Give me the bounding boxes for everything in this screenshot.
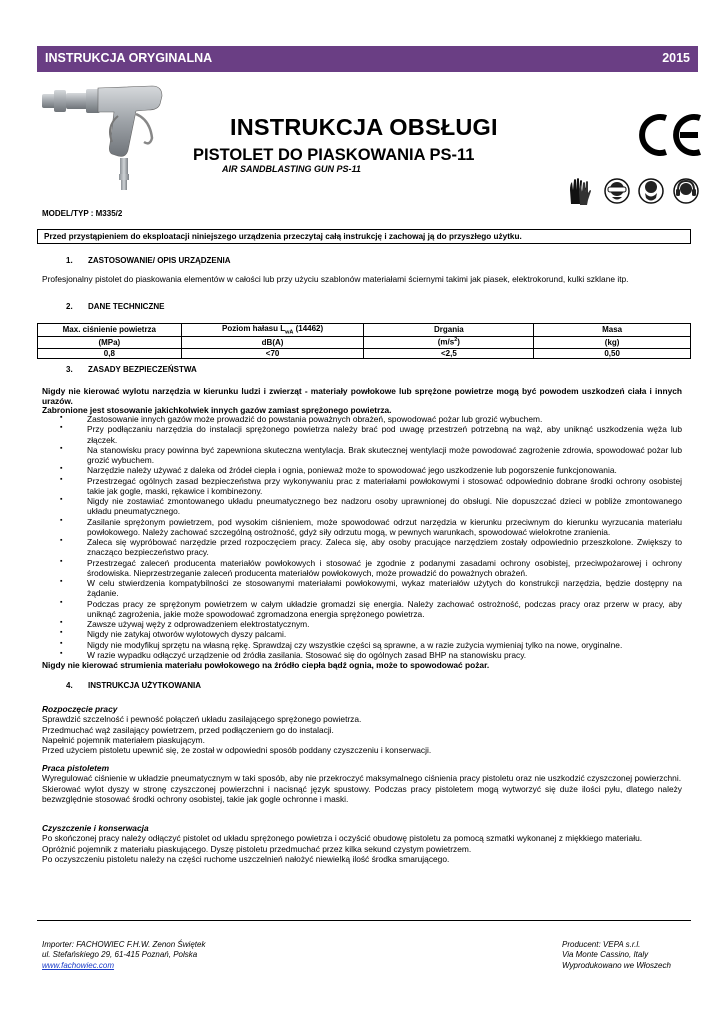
importer-name: Importer: FACHOWIEC F.H.W. Zenon Świętek	[42, 940, 206, 949]
value-vibration: <2,5	[364, 348, 534, 359]
read-manual-warning: Przed przystąpieniem do eksploatacji niniejszego urządzenia przeczytaj całą instrukcję i zachowaj ją do przyszłego użytku.	[37, 229, 691, 244]
unit-vibration-close: )	[457, 337, 460, 347]
section-3-heading	[66, 365, 197, 375]
producer-info	[562, 940, 671, 971]
section-1-heading	[66, 256, 231, 266]
start-work-line: Napełnić pojemnik materiałem piaskującym.	[42, 734, 205, 745]
goggles-icon	[604, 176, 630, 206]
cleaning-title: Czyszczenie i konserwacja	[42, 823, 149, 833]
unit-pressure: (MPa)	[38, 337, 182, 348]
model-type: MODEL/TYP : M335/2	[42, 209, 123, 218]
list-item: ▪ Podczas pracy ze sprężonym powietrzem w całym układzie gromadzi się energia. Należy zachować ostrożność, podczas pracy oraz przerw w pracy, aby uniknąć zagrożenia, jakie może spowodować zgromadzona energia sprężonego powietrza.	[42, 599, 682, 620]
unit-mass: (kg)	[534, 337, 691, 348]
value-pressure: 0,8	[38, 348, 182, 359]
sandblasting-gun-image	[40, 80, 168, 198]
document-title: INSTRUKCJA OBSŁUGI	[230, 114, 498, 140]
unit-vibration	[364, 337, 534, 348]
list-item: ▪ W razie wypadku odłączyć urządzenie od źródła zasilania. Stosować się do ogólnych zasad BHP na stanowisku pracy.	[42, 650, 682, 660]
product-title: PISTOLET DO PIASKOWANIA PS-11	[193, 146, 475, 164]
cleaning-line: Opróżnić pojemnik z materiału piaskującego. Dyszę pistoletu przedmuchać przez kilka sekund czystym powietrzem.	[42, 843, 472, 854]
list-item: ▪ Zasilanie sprężonym powietrzem, pod wysokim ciśnieniem, może spowodować odrzut narzędzia w kierunku przeciwnym do kierunku wyrzucania materiału powłokowego. Należy zachować szczególną ostrożność, gdyż siły odrzutu mogą, w pewnych warunkach, spowodować wielokrotne zranienia.	[42, 517, 682, 538]
header-vibration: Drgania	[364, 324, 534, 337]
safety-rules-list	[42, 414, 682, 660]
section-2-heading	[66, 302, 164, 312]
unit-noise: dB(A)	[181, 337, 364, 348]
list-item: ▪ Narzędzie należy używać z daleka od źródeł ciepła i ognia, ponieważ może to spowodować jego uszkodzenie lub pogorszenie funkcjonowania.	[42, 465, 682, 475]
section-1-text: Profesjonalny pistolet do piaskowania elementów w całości lub przy użyciu szablonów materiałami ściernymi takimi jak piasek, elektrokorund, kulki szklane itp.	[42, 274, 629, 284]
ear-protection-icon	[673, 176, 699, 206]
cleaning-line: Po skończonej pracy należy odłączyć pistolet od układu sprężonego powietrza i oczyścić obudowę pistoletu za pomocą szmatki wykonanej z miękkiego materiału.	[42, 833, 643, 844]
producer-address: Via Monte Cassino, Italy	[562, 950, 649, 960]
list-item: ▪ Zastosowanie innych gazów może prowadzić do powstania poważnych obrażeń, spowodować pożar lub grozić wybuchem.	[42, 414, 682, 424]
section-1-title: ZASTOSOWANIE/ OPIS URZĄDZENIA	[88, 256, 231, 265]
technical-data-table	[37, 323, 691, 359]
gun-operation-title: Praca pistoletem	[42, 763, 110, 773]
unit-vibration-exp: 2	[454, 337, 458, 344]
start-work-block	[42, 704, 682, 755]
header-noise-main: Poziom hałasu L	[221, 324, 286, 333]
start-work-title: Rozpoczęcie pracy	[42, 704, 118, 714]
list-item: ▪ Nigdy nie zatykaj otworów wylotowych dyszy palcami.	[42, 629, 682, 639]
section-4-title: INSTRUKCJA UŻYTKOWANIA	[88, 681, 202, 690]
gun-operation-block	[42, 763, 682, 804]
importer-website-link[interactable]: www.fachowiec.com	[42, 960, 115, 970]
list-item: ▪ Przestrzegać zaleceń producenta materiałów powłokowych i stosować je zgodnie z podanymi zasadami ochrony osobistej, przeciwpożarowej i ochrony środowiska. Nieprzestrzeganie zaleceń producenta materiałów powłokowych, może prowadzić do poważnych obrażeń.	[42, 558, 682, 579]
table-header-row	[38, 324, 691, 337]
respirator-icon	[638, 176, 664, 206]
section-3-number: 3.	[66, 365, 73, 374]
section-4-heading	[66, 681, 201, 691]
cleaning-block	[42, 823, 682, 864]
start-work-line: Sprawdzić szczelność i pewność połączeń układu zasilającego sprężonego powietrza.	[42, 714, 362, 725]
header-year: 2015	[662, 51, 690, 66]
list-item: ▪ Zaleca się wypróbować narzędzie przed rozpoczęciem pracy. Zaleca się, aby osoby pracujące narzędziem zostały odpowiednio przeszkolone. Zwiększy to znacząco bezpieczeństwo pracy.	[42, 537, 682, 558]
cleaning-line: Po oczyszczeniu pistoletu należy na części ruchome uszczelnień nałożyć niewielką ilość środka smarującego.	[42, 853, 450, 864]
importer-address: ul. Stefańskiego 29, 61-415 Poznań, Polska	[42, 950, 198, 960]
table-units-row	[38, 337, 691, 348]
header-noise-level	[181, 324, 364, 337]
header-noise-std: (14462)	[293, 324, 324, 333]
list-item: ▪ Przestrzegać ogólnych zasad bezpieczeństwa przy wykonywaniu prac z materiałami powłokowymi i stosować odpowiednio dobrane środki ochrony osobistej takie jak gogle, maski, rękawice i kombinezony.	[42, 476, 682, 497]
header-noise-sub: wA	[285, 329, 294, 336]
list-item: ▪ W celu stwierdzenia kompatybilności ze stosowanymi materiałami powłokowymi, wykaz materiałów użytych do konstrukcji narzędzia, będzie dostępny na żądanie.	[42, 578, 682, 599]
value-mass: 0,50	[534, 348, 691, 359]
section-1-number: 1.	[66, 256, 73, 265]
gun-operation-text-2: Skierować wylot dyszy w stronę czyszczonej powierzchni i nacisnąć język spustowy. Podczas pracy pistoletem mogą wytworzyć się duże ilości pyłu, dlatego należy bezwzględnie stosować środki ochrony osobistej, takie jak gogle ochronne i maski.	[42, 783, 682, 804]
header-bar	[37, 46, 698, 72]
section-4-number: 4.	[66, 681, 73, 690]
list-item: ▪ Na stanowisku pracy powinna być zapewniona skuteczna wentylacja. Brak skutecznej wentylacji może powodować zagrożenie zdrowia, spowodować pożar lub grozić wybuchem.	[42, 445, 682, 466]
list-item: ▪ Zawsze używaj węży z odprowadzeniem elektrostatycznym.	[42, 619, 682, 629]
section-2-title: DANE TECHNICZNE	[88, 302, 165, 311]
header-left-text: INSTRUKCJA ORYGINALNA	[45, 51, 213, 66]
safety-intro-1: Nigdy nie kierować wylotu narzędzia w kierunku ludzi i zwierząt - materiały powłokowe lub sprężone powietrze mogą być powodem uszkodzeń ciała i innych urazów.	[42, 386, 682, 407]
header-max-pressure: Max. ciśnienie powietrza	[38, 324, 182, 337]
start-work-line: Przedmuchać wąż zasilający powietrzem, przed podłączeniem go do instalacji.	[42, 724, 334, 735]
ce-mark-icon	[638, 112, 704, 158]
list-item: ▪ Nigdy nie modyfikuj sprzętu na własną rękę. Sprawdzaj czy wszystkie części są sprawne, a w razie zużycia wymieniaj tylko na nowe, oryginalne.	[42, 640, 682, 650]
unit-vibration-main: (m/s	[437, 337, 455, 347]
start-work-line: Przed użyciem pistoletu upewnić się, że został w odpowiedni sposób poddany czyszczeniu i konserwacji.	[42, 745, 432, 755]
value-noise: <70	[181, 348, 364, 359]
gloves-icon	[566, 176, 592, 206]
section-2-number: 2.	[66, 302, 73, 311]
made-in: Wyprodukowano we Włoszech	[562, 960, 671, 970]
producer-name: Producent: VEPA s.r.l.	[562, 940, 641, 949]
section-3-title: ZASADY BEZPIECZEŃSTWA	[88, 365, 197, 374]
footer-divider	[37, 920, 691, 921]
safety-intro-2: Zabronione jest stosowanie jakichkolwiek innych gazów zamiast sprężonego powietrza.	[42, 405, 392, 415]
product-english-title: AIR SANDBLASTING GUN PS-11	[222, 164, 361, 174]
safety-outro: Nigdy nie kierować strumienia materiału powłokowego na źródło ciepła bądź ognia, może to spowodować pożar.	[42, 660, 490, 670]
importer-info	[42, 940, 205, 971]
table-values-row	[38, 348, 691, 359]
list-item: ▪ Przy podłączaniu narzędzia do instalacji sprężonego powietrza należy brać pod uwagę przestrzeń potrzebną na wąż, aby uniknąć uszkodzenia węża lub złączek.	[42, 424, 682, 445]
header-mass: Masa	[534, 324, 691, 337]
list-item: ▪ Nigdy nie zostawiać zmontowanego układu pneumatycznego bez nadzoru osoby uprawnionej do obsługi. Nie dopuszczać dzieci w pobliże zmontowanego układu pneumatycznego.	[42, 496, 682, 517]
gun-operation-text-1: Wyregulować ciśnienie w układzie pneumatycznym w taki sposób, aby nie przekroczyć maksymalnego ciśnienia pracy pistoletu oraz nie uszkodzić czyszczonej powierzchni.	[42, 773, 682, 784]
